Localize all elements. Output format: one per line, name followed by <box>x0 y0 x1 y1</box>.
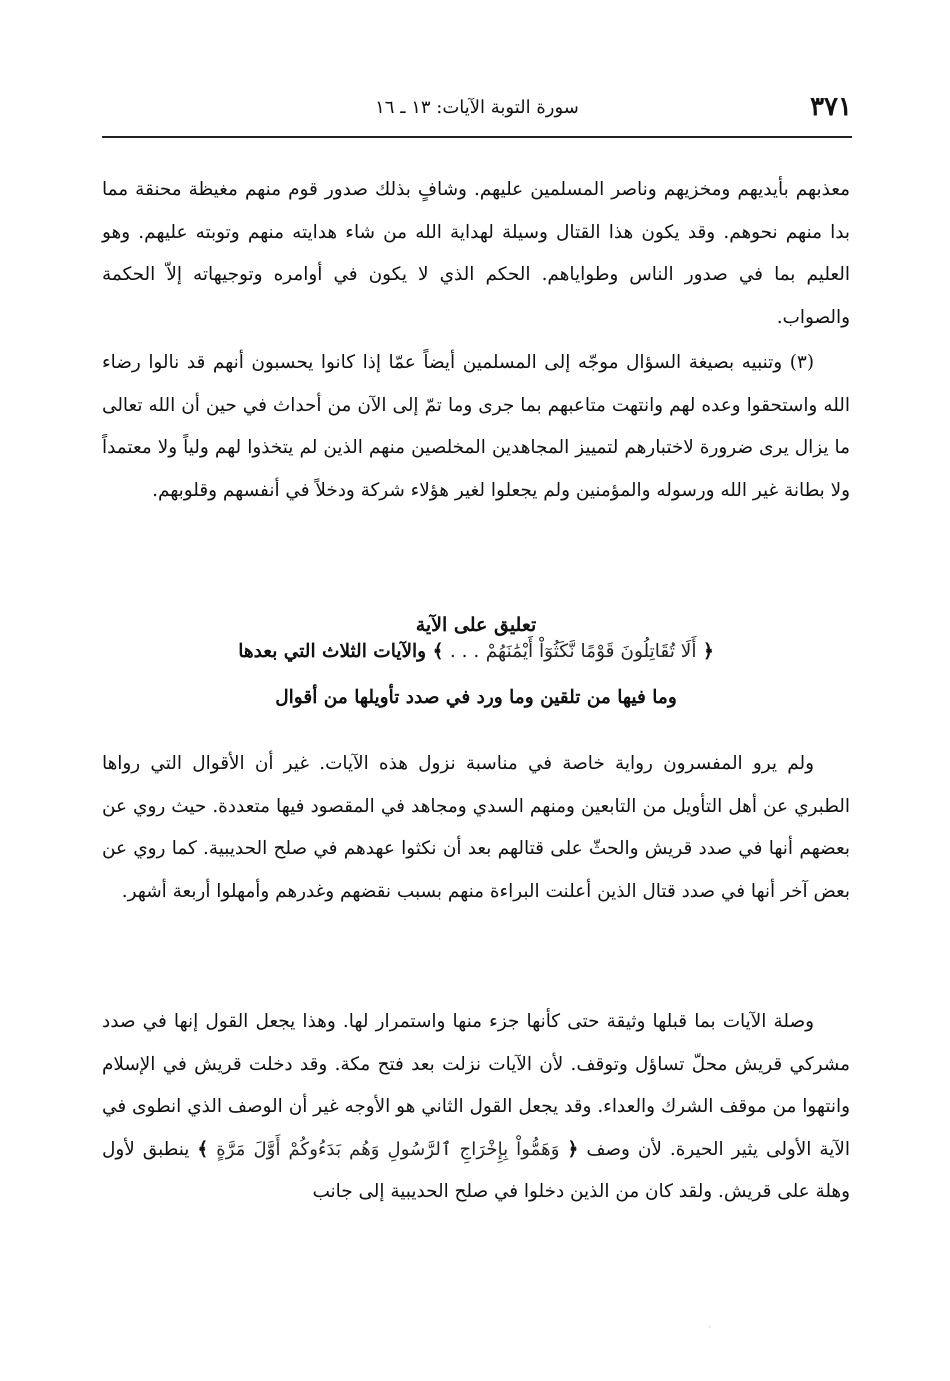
paragraph-4: ولم يرو المفسرون رواية خاصة في مناسبة نزول هذه الآيات. غير أن الأقوال التي رواها الطبري عن أهل التأويل من التابعين ومنهم السدي ومجاهد في المقصود فيها متعددة. حيث روي عن بعضهم أنها في صدد قريش والحثّ على قتالهم بعد أن نكثوا عهدهم في صلح الحديبية. كما روي عن بعض آخر أنها في صدد قتال الذين أعلنت البراءة منهم بسبب نقضهم وغدرهم وأمهلوا أربعة أشهر. <box>102 753 850 902</box>
section-title: تعليق على الآية <box>415 613 537 636</box>
quran-open-bracket: ﴿ <box>702 641 714 662</box>
header-rule <box>102 136 852 138</box>
paragraph-1: معذبهم بأيديهم ومخزيهم وناصر المسلمين عليهم. وشافٍ بذلك صدور قوم منهم مغيظة محنقة مما بدا منهم نحوهم. وقد يكون هذا القتال وسيلة لهداية الله من شاء هدايته منهم وتوبته عليهم. وهو العليم بما في صدور الناس وطواياهم. الحكم الذي لا يكون في أوامره وتوجيهاته إلاّ الحكمة والصواب. <box>102 179 850 328</box>
inline-quran-open-bracket: ﴿ <box>567 1138 579 1160</box>
paragraph-5-before-quote: وصلة الآيات بما قبلها وثيقة حتى كأنها جزء منها واستمرار لها. وهذا يجعل القول إنها في صدد مشركي قريش محلّ تساؤل وتوقف. لأن الآيات نزلت بعد فتح مكة. وقد دخلت قريش في الإسلام وانتهوا من موقف الشرك والعداء. وقد يجعل القول الثاني هو الأوجه غير أن الوصف الذي انطوى في الآية الأولى يثير الحيرة. لأن وصف <box>102 1011 850 1160</box>
page-number: ٣٧١ <box>810 92 852 122</box>
paragraph-5-after-quote: ينطبق لأول وهلة على قريش. ولقد كان من الذين دخلوا في صلح الحديبية إلى جانب <box>102 1138 850 1203</box>
verse-ellipsis: . . . <box>449 641 480 662</box>
page-header <box>102 92 852 128</box>
inline-quran-close-bracket: ﴾ <box>197 1138 209 1160</box>
quran-verse: أَلَا تُقَاتِلُونَ قَوْمًا نَّكَثُوٓاْ أَيْمَٰنَهُمْ <box>485 641 697 662</box>
paragraph-5 <box>102 1001 850 1214</box>
subtitle-rest: والآيات الثلاث التي بعدها <box>238 641 427 662</box>
paper-dust-mark <box>708 1325 711 1328</box>
paragraph-2: (٣) وتنبيه بصيغة السؤال موجّه إلى المسلمين أيضاً عمّا إذا كانوا يحسبون أنهم قد نالوا رضاء الله واستحقوا وعده لهم وانتهت متاعبهم بما جرى وما تمّ إلى الآن من أحداث في حين أن الله تعالى ما يزال يرى ضرورة لاختبارهم لتمييز المجاهدين المخلصين منهم الذين لم يتخذوا لهم ولياً ولا معتمداً ولا بطانة غير الله ورسوله والمؤمنين ولم يجعلوا لغير هؤلاء شركة ودخلاً في أنفسهم وقلوبهم. <box>102 352 850 501</box>
subtitle-line-2: وما فيها من تلقين وما ورد في صدد تأويلها من أقوال <box>275 687 677 708</box>
quran-close-bracket: ﴾ <box>432 641 444 662</box>
section-subtitle <box>102 629 850 721</box>
running-title: سورة التوبة الآيات: ١٣ ـ ١٦ <box>375 97 579 118</box>
inline-quran-verse: وَهَمُّواْ بِإِخْرَاجِ ٱلرَّسُولِ وَهُم بَدَءُوكُمْ أَوَّلَ مَرَّةٍ <box>216 1138 560 1160</box>
